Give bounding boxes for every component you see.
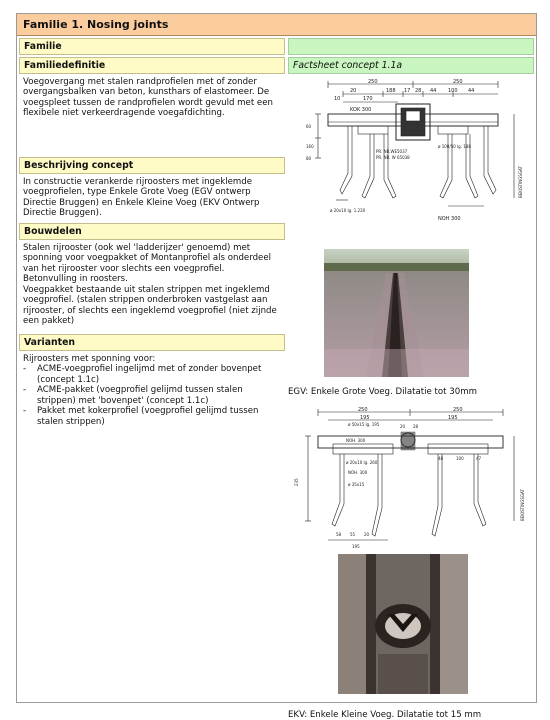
familie-header: Familie xyxy=(19,38,285,55)
dim-label: 188 xyxy=(386,88,396,94)
dim-label: 55 xyxy=(350,532,356,537)
dim-label: 100 xyxy=(448,88,458,94)
dim-label: 195 xyxy=(448,415,458,421)
varianten-intro: Rijroosters met sponning voor: xyxy=(23,354,156,364)
ekv-caption: EKV: Enkele Kleine Voeg. Dilatatie tot 15 mm xyxy=(288,710,482,720)
factsheet-page xyxy=(16,13,537,720)
drawing-label: ø 20x10 lg. 1.220 xyxy=(330,208,366,213)
dim-label: 28 xyxy=(413,424,419,429)
dim-label: 17 xyxy=(404,88,411,94)
drawing-label: PR. NR.WE5037 xyxy=(376,149,408,154)
dim-label: 250 xyxy=(358,407,368,413)
familiedefinitie-text: Voegovergang met stalen randprofielen met of zonder overgangsbalken van beton, kunsthars of elastomeer. De voegspleet tussen de randprofielen wordt gevuld met een flexibele niet verkeerdragende voegafdichting. xyxy=(23,77,273,119)
dim-label: 44 xyxy=(468,88,475,94)
beschrijving-header: Beschrijving concept xyxy=(19,157,285,174)
dim-label: 60 xyxy=(306,124,312,129)
dim-label: 47 xyxy=(476,456,482,461)
dim-label: 195 xyxy=(360,415,370,421)
drawing-label: ø 35x15 xyxy=(348,482,365,487)
list-item: - ACME-voegprofiel ingelijmd met of zonder bovenpet (concept 1.1c) xyxy=(23,364,281,385)
dim-label: 100 xyxy=(456,456,464,461)
egv-technical-drawing xyxy=(288,78,534,228)
dim-label: 58 xyxy=(336,532,342,537)
ekv-photo xyxy=(338,554,468,694)
dim-label: 44 xyxy=(430,88,437,94)
dim-label: 250 xyxy=(453,79,463,85)
drawing-label: KOK 300 xyxy=(350,107,372,113)
drawing-label: ø 20x10 lg. 260 xyxy=(346,460,378,465)
left-column xyxy=(19,38,285,700)
dim-label: 170 xyxy=(363,96,373,102)
drawing-label: BEKISTINGSGAT xyxy=(518,166,523,198)
page-title: Familie 1. Nosing joints xyxy=(17,14,536,36)
familie-value xyxy=(288,38,534,55)
bouwdelen-section xyxy=(19,223,285,329)
dim-label: 20 xyxy=(364,532,370,537)
dim-label: 160 xyxy=(306,144,314,149)
ekv-technical-drawing xyxy=(288,406,534,552)
dim-label: 235 xyxy=(294,478,299,486)
familiedefinitie-header: Familiedefinitie xyxy=(19,57,285,74)
bouwdelen-line: Betonvulling in roosters. xyxy=(23,274,128,285)
drawing-label: NOH. 300 xyxy=(348,470,368,475)
varianten-text xyxy=(19,351,285,429)
factsheet-label: Factsheet concept 1.1a xyxy=(288,57,534,74)
dim-label: 20 xyxy=(400,424,406,429)
bouwdelen-line: Stalen rijrooster (ook wel 'ladderijzer' genoemd) met sponning voor voegpakket of Montanprofiel als onderdeel van het rijrooster voor slechts een voegprofiel. xyxy=(23,243,272,274)
beschrijving-section xyxy=(19,157,285,221)
varianten-header: Varianten xyxy=(19,334,285,351)
drawing-label: NOH 300 xyxy=(438,216,461,222)
dim-label: 80 xyxy=(306,156,312,161)
list-item: - Pakket met kokerprofiel (voegprofiel gelijmd tussen stalen strippen) xyxy=(23,406,281,427)
drawing-label: BEKISTINGSGAT xyxy=(520,489,525,521)
dim-label: 250 xyxy=(453,407,463,413)
dim-label: 250 xyxy=(368,79,378,85)
drawing-label: ø 100/50 lg. 188 xyxy=(438,144,471,149)
familie-row xyxy=(19,38,285,55)
list-item: - ACME-pakket (voegprofiel gelijmd tussen stalen strippen) met 'bovenpet' (concept 1.1c) xyxy=(23,385,281,406)
drawing-label: NOH. 300 xyxy=(346,438,366,443)
dim-label: 195 xyxy=(352,544,360,549)
factsheet-row xyxy=(288,57,534,74)
egv-caption: EGV: Enkele Grote Voeg. Dilatatie tot 30mm xyxy=(288,387,477,397)
varianten-list xyxy=(23,364,281,427)
drawing-label: ø 50x15 lg. 195 xyxy=(348,422,380,427)
egv-photo xyxy=(324,249,469,377)
beschrijving-text: In constructie verankerde rijroosters met ingeklemde voegprofielen, type Enkele Grote Voeg (EGV ontwerp Directie Bruggen) en Enkele Kleine Voeg (EKV Ontwerp Directie Bruggen). xyxy=(23,177,260,219)
drawing-label: PR. NR. W 65038 xyxy=(376,155,410,160)
dim-label: 28 xyxy=(415,88,422,94)
varianten-section xyxy=(19,334,285,429)
dim-label: 48 xyxy=(438,456,444,461)
dim-label: 20 xyxy=(350,88,357,94)
dim-label: 10 xyxy=(334,96,341,102)
bouwdelen-text xyxy=(19,240,285,329)
bouwdelen-header: Bouwdelen xyxy=(19,223,285,240)
familiedefinitie-section xyxy=(19,57,285,121)
right-column xyxy=(288,38,534,720)
bouwdelen-line: Voegpakket bestaande uit stalen strippen met ingeklemd voegprofiel. (stalen strippen onderbroken vastgelast aan rijrooster, of slechts een ingeklemd voegprofiel (niet zijnde een pakket) xyxy=(23,284,277,327)
